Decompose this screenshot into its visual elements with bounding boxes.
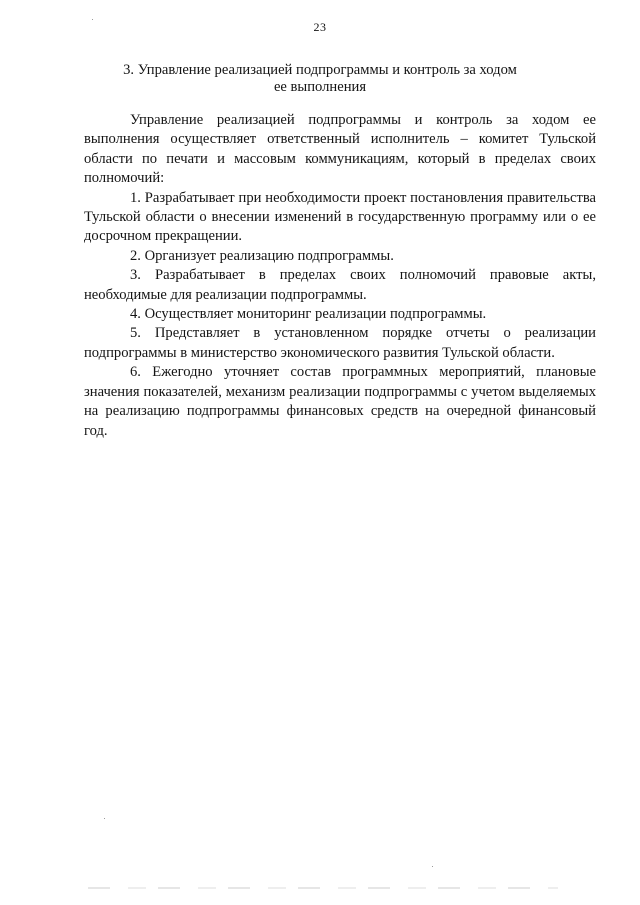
section-heading-line-1: 3. Управление реализацией подпрограммы и контроль за ходом [123,62,517,78]
section-body [84,111,596,441]
paragraph-item-6: 6. Ежегодно уточняет состав программных мероприятий, плановые значения показателей, механизм реализации подпрограммы с учетом выделяемых на реализацию подпрограммы финансовых средств на очередной финансовый год. [84,364,596,439]
scan-speck [432,866,433,867]
paragraph-item-4: 4. Осуществляет мониторинг реализации подпрограммы. [130,306,487,323]
paragraph-item-1: 1. Разрабатывает при необходимости проект постановления правительства Тульской области о внесении изменений в государственную программу или о ее досрочном прекращении. [84,189,596,245]
scan-edge-artifact [88,887,558,889]
section-heading-line-2: ее выполнения [273,79,367,95]
paragraph-item-5: 5. Представляет в установленном порядке отчеты о реализации подпрограммы в министерство экономического развития Тульской области. [84,325,596,361]
scan-speck [104,818,105,819]
paragraph-intro: Управление реализацией подпрограммы и контроль за ходом ее выполнения осуществляет ответственный исполнитель – комитет Тульской области по печати и массовым коммуникациям, который в пределах своих полномочий: [84,112,596,187]
section-heading [100,62,540,96]
paragraph-item-3: 3. Разрабатывает в пределах своих полномочий правовые акты, необходимые для реализации подпрограммы. [84,267,596,303]
paragraph-item-2: 2. Организует реализацию подпрограммы. [130,247,394,264]
scan-speck [92,19,93,20]
page-number: 23 [313,20,327,34]
